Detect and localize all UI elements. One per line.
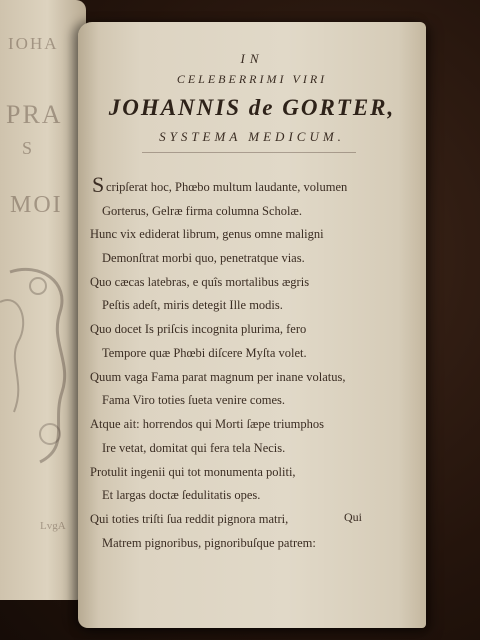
poem-line: Quo docet Is priſcis incognita plurima, fero [90,322,307,336]
left-ghost-low: MOI [10,192,63,218]
poem-line: Gorterus, Gelræ firma columna Scholæ. [102,204,302,218]
heading-celeberrimi: CELEBERRIMI VIRI [176,72,328,86]
heading-rule [142,152,356,153]
poem-line: Quo cæcas latebras, e quîs mortalibus ægris [90,275,310,289]
poem-dropcap [92,174,104,196]
heading-in: IN [240,51,264,66]
poem-line: Demonſtrat morbi quo, penetratque vias. [102,251,305,265]
poem-line: Tempore quæ Phœbi diſcere Myſta volet. [102,346,307,360]
left-page-ornament [0,262,80,472]
left-ghost-bottom: LvgA [40,520,66,532]
heading-systema: SYSTEMA MEDICUM. [159,129,345,144]
poem-line: Et largas doctæ ſedulitatis opes. [102,488,261,502]
poem-line: Quum vaga Fama parat magnum per inane volatus, [90,370,346,384]
poem-line: Qui toties triſti ſua reddit pignora matri, [90,512,289,526]
dropcap-letter: S [92,172,105,197]
catchword: Qui [344,510,362,524]
poem-line: Ire vetat, domitat qui fera tela Necis. [102,441,286,455]
left-facing-page [0,0,86,600]
heading-name: JOHANNIS de GORTER, [108,95,396,120]
book-page [78,22,426,628]
left-ghost-mid: PRA [6,100,63,129]
poem-line: Fama Viro toties ſueta venire comes. [102,393,285,407]
poem-line: cripſerat hoc, Phœbo multum laudante, volumen [106,180,348,194]
poem-line: Peſtis adeſt, miris detegit Ille modis. [102,298,283,312]
poem-line: Atque ait: horrendos qui Morti ſæpe triumphos [90,417,325,431]
poem-line: Hunc vix ediderat librum, genus omne maligni [90,227,324,241]
poem-line: Matrem pignoribus, pignoribuſque patrem: [102,536,316,550]
poem-line: Protulit ingenii qui tot monumenta politi, [90,465,296,479]
left-ghost-s: S [22,138,35,158]
left-ghost-top: IOHA [8,34,59,53]
